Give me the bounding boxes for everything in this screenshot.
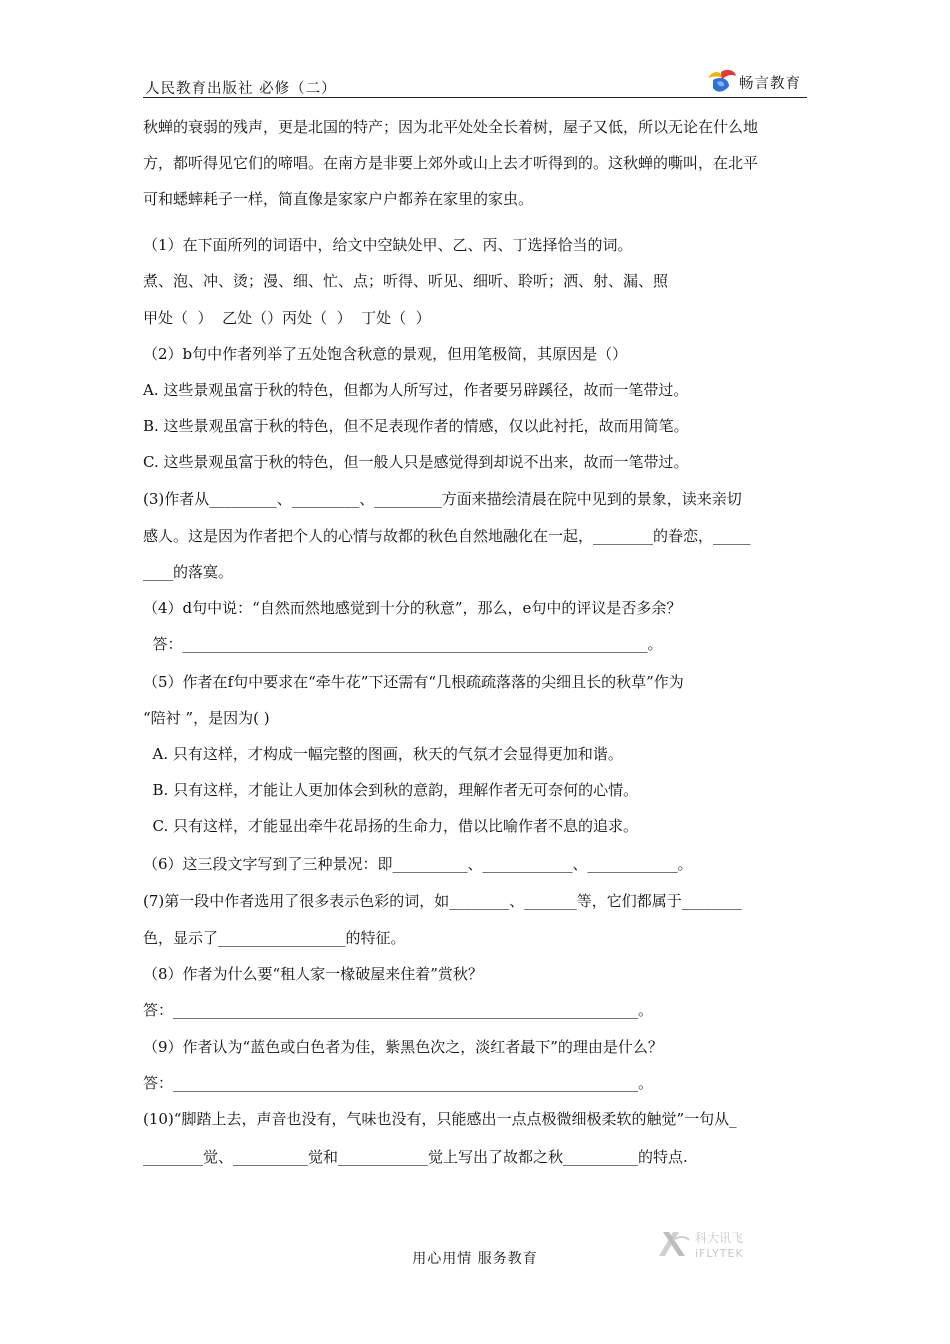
watermark-en: iFLYTEK	[695, 1247, 744, 1260]
text-line: A. 这些景观虽富于秋的特色，但都为人所写过，作者要另辟蹊径，故而一笔带过。	[143, 381, 689, 399]
text-line: (3)作者从_________、_________、_________方面来描绘清晨在院中见到的景象，读来亲切	[143, 490, 742, 508]
text-line: B. 这些景观虽富于秋的特色，但不足表现作者的情感，仅以此衬托，故而用简笔。	[143, 417, 689, 435]
text-line: （2）b句中作者列举了五处饱含秋意的景观，但用笔极简，其原因是（）	[143, 345, 628, 363]
text-line: 感人。这是因为作者把个人的心情与故都的秋色自然地融化在一起，________的眷恋，_____	[143, 527, 751, 545]
text-line: 煮、泡、冲、烫；漫、细、忙、点；听得、听见、细听、聆听；洒、射、漏、照	[143, 272, 669, 290]
text-line: 答：______________________________________________________________。	[143, 1074, 654, 1092]
text-line: 色，显示了_________________的特征。	[143, 929, 406, 947]
text-line: （5）作者在f句中要求在“牵牛花”下还需有“几根疏疏落落的尖细且长的秋草”作为	[143, 673, 684, 691]
text-line: B. 只有这样，才能让人更加体会到秋的意韵，理解作者无可奈何的心情。	[143, 781, 639, 799]
text-line: “陪衬 ”，是因为( )	[143, 709, 270, 727]
text-line: C. 只有这样，才能显出牵牛花昂扬的生命力，借以比喻作者不息的追求。	[143, 817, 639, 835]
text-line: C. 这些景观虽富于秋的特色，但一般人只是感觉得到却说不出来，故而一笔带过。	[143, 453, 689, 471]
text-line: 秋蝉的衰弱的残声，更是北国的特产；因为北平处处全长着树，屋子又低，所以无论在什么地	[143, 118, 759, 136]
text-line: （8）作者为什么要“租人家一椽破屋来住着”赏秋？	[143, 965, 483, 983]
text-line: ____的落寞。	[143, 563, 234, 581]
watermark-cn: 科大讯飞	[695, 1231, 744, 1245]
text-line: （9）作者认为“蓝色或白色者为佳，紫黑色次之，淡红者最下”的理由是什么？	[143, 1038, 663, 1056]
text-line: 方，都听得见它们的啼唱。在南方是非要上郊外或山上去才听得到的。这秋蝉的嘶叫，在北平	[143, 154, 759, 172]
page-header	[143, 66, 807, 98]
text-line: （6）这三段文字写到了三种景况：即__________、____________、____________。	[143, 855, 693, 873]
publisher-label: 人民教育出版社 必修（二）	[145, 81, 337, 97]
text-line: ________觉、__________觉和____________觉上写出了故都之秋__________的特点.	[143, 1148, 688, 1166]
text-line: （4）d句中说：“自然而然地感觉到十分的秋意”，那么，e句中的评议是否多余？	[143, 599, 682, 617]
text-line: (7)第一段中作者选用了很多表示色彩的词，如________、_______等，它们都属于________	[143, 892, 742, 910]
text-line: 可和蟋蟀耗子一样，简直像是家家户户都养在家里的家虫。	[143, 190, 534, 208]
text-line: 答：______________________________________________________________。	[143, 1001, 654, 1019]
text-line: A. 只有这样，才构成一幅完整的图画，秋天的气氛才会显得更加和谐。	[143, 745, 623, 763]
footer-slogan: 用心用情 服务教育	[412, 1251, 538, 1267]
text-line: 答：______________________________________________________________。	[143, 635, 663, 653]
text-line: （1）在下面所列的词语中，给文中空缺处甲、乙、丙、丁选择恰当的词。	[143, 236, 633, 254]
page-footer	[0, 1248, 950, 1268]
brand	[705, 68, 801, 96]
text-line: 甲处（ ） 乙处（）丙处（ ） 丁处（ ）	[143, 309, 431, 327]
bird-logo-icon	[705, 68, 737, 96]
text-line: (10)“脚踏上去，声音也没有，气味也没有，只能感出一点点极微细极柔软的触觉”一句从_	[143, 1110, 737, 1128]
brand-name: 畅言教育	[739, 76, 801, 92]
